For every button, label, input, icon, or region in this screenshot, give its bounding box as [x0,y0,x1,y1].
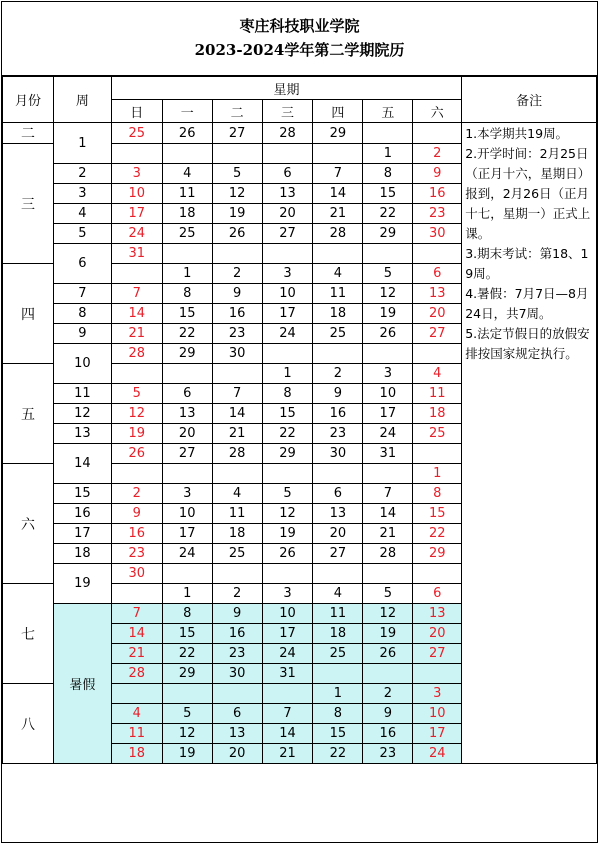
title-block [2,2,597,76]
day-cell [363,464,413,484]
day-cell: 6 [413,264,462,284]
day-cell: 8 [162,604,212,624]
month-cell: 五 [3,364,54,464]
day-cell: 28 [363,544,413,564]
day-cell [262,244,313,264]
day-cell: 13 [413,284,462,304]
day-cell: 22 [162,324,212,344]
day-cell [363,564,413,584]
day-cell: 3 [162,484,212,504]
day-cell: 16 [313,404,363,424]
day-cell: 22 [363,204,413,224]
day-cell: 13 [162,404,212,424]
day-cell [413,244,462,264]
day-cell: 20 [313,524,363,544]
day-cell: 29 [162,344,212,364]
day-cell: 25 [212,544,262,564]
day-cell: 5 [162,704,212,724]
day-cell [162,144,212,164]
day-cell: 11 [111,724,162,744]
day-cell [413,664,462,684]
day-cell: 18 [111,744,162,764]
day-cell [212,364,262,384]
day-cell: 2 [413,144,462,164]
week-header: 周 [53,77,111,123]
day-cell: 30 [212,344,262,364]
day-cell: 3 [262,584,313,604]
day-cell [111,464,162,484]
day-cell: 16 [212,304,262,324]
day-cell: 9 [212,604,262,624]
month-cell: 六 [3,464,54,584]
day-cell: 3 [413,684,462,704]
day-cell: 17 [262,304,313,324]
day-cell: 23 [313,424,363,444]
day-cell [363,244,413,264]
note-line: 4.暑假：7月7日—8月24日，共7周。 [465,286,589,321]
day-cell: 22 [262,424,313,444]
day-cell: 14 [313,184,363,204]
day-cell [262,464,313,484]
day-cell: 30 [313,444,363,464]
day-cell: 12 [212,184,262,204]
day-cell: 13 [262,184,313,204]
day-cell: 12 [363,604,413,624]
weekday-group-header: 星期 [111,77,461,100]
day-cell: 21 [212,424,262,444]
day-cell: 27 [413,644,462,664]
school-name: 枣庄科技职业学院 [239,17,360,35]
day-cell: 22 [162,644,212,664]
day-cell: 12 [363,284,413,304]
note-line: 3.期末考试：第18、19周。 [465,246,589,281]
day-cell: 28 [313,224,363,244]
day-cell: 27 [162,444,212,464]
day-cell: 10 [162,504,212,524]
weekday-label: 四 [313,100,363,123]
day-cell: 6 [413,584,462,604]
day-cell [111,684,162,704]
month-header: 月份 [3,77,54,123]
day-cell: 11 [413,384,462,404]
day-cell: 10 [363,384,413,404]
day-cell: 11 [162,184,212,204]
day-cell: 25 [162,224,212,244]
day-cell: 17 [413,724,462,744]
day-cell: 8 [162,284,212,304]
day-cell: 26 [162,123,212,144]
day-cell: 24 [262,644,313,664]
day-cell: 1 [363,144,413,164]
day-cell: 25 [313,324,363,344]
day-cell [262,344,313,364]
week-number: 18 [53,544,111,564]
month-cell: 八 [3,684,54,764]
day-cell: 1 [262,364,313,384]
week-number: 5 [53,224,111,244]
day-cell: 8 [313,704,363,724]
day-cell [413,564,462,584]
week-number: 7 [53,284,111,304]
day-cell: 30 [212,664,262,684]
day-cell [262,564,313,584]
day-cell: 21 [111,324,162,344]
day-cell: 4 [313,264,363,284]
weekday-label: 六 [413,100,462,123]
day-cell [413,344,462,364]
weekday-label: 三 [262,100,313,123]
day-cell: 2 [313,364,363,384]
day-cell: 22 [313,744,363,764]
day-cell: 11 [313,604,363,624]
day-cell: 19 [162,744,212,764]
day-cell: 21 [111,644,162,664]
day-cell: 29 [363,224,413,244]
day-cell [262,684,313,704]
day-cell: 22 [413,524,462,544]
day-cell [162,464,212,484]
week-number: 13 [53,424,111,444]
day-cell [162,364,212,384]
day-cell: 20 [162,424,212,444]
day-cell: 18 [212,524,262,544]
week-number: 14 [53,444,111,484]
calendar-sheet [1,1,598,843]
day-cell [313,344,363,364]
day-cell: 3 [111,164,162,184]
day-cell: 23 [363,744,413,764]
day-cell [313,664,363,684]
day-cell: 8 [363,164,413,184]
day-cell: 21 [313,204,363,224]
day-cell: 14 [262,724,313,744]
day-cell: 19 [363,304,413,324]
day-cell: 29 [413,544,462,564]
day-cell [413,123,462,144]
day-cell: 30 [413,224,462,244]
day-cell: 15 [162,624,212,644]
day-cell: 24 [363,424,413,444]
day-cell: 5 [363,584,413,604]
day-cell: 18 [162,204,212,224]
weekday-label: 日 [111,100,162,123]
day-cell: 15 [162,304,212,324]
day-cell: 6 [313,484,363,504]
day-cell: 2 [111,484,162,504]
day-cell: 1 [313,684,363,704]
day-cell: 31 [363,444,413,464]
day-cell: 20 [262,204,313,224]
day-cell: 27 [212,123,262,144]
day-cell: 7 [313,164,363,184]
notes-header: 备注 [462,77,597,123]
day-cell: 5 [262,484,313,504]
header-row [3,77,597,100]
day-cell: 26 [212,224,262,244]
day-cell: 7 [111,604,162,624]
day-cell: 13 [212,724,262,744]
day-cell: 24 [111,224,162,244]
day-cell: 17 [262,624,313,644]
day-cell [111,144,162,164]
day-cell: 27 [413,324,462,344]
calendar-row [3,123,597,144]
day-cell: 23 [212,644,262,664]
day-cell: 23 [212,324,262,344]
calendar-title: 2023-2024学年第二学期院历 [194,41,405,59]
day-cell: 5 [111,384,162,404]
day-cell: 12 [262,504,313,524]
month-cell: 三 [3,144,54,264]
day-cell: 2 [212,264,262,284]
day-cell [212,244,262,264]
day-cell: 9 [111,504,162,524]
day-cell: 2 [212,584,262,604]
month-cell: 四 [3,264,54,364]
day-cell: 29 [162,664,212,684]
day-cell: 26 [111,444,162,464]
day-cell: 20 [212,744,262,764]
day-cell: 17 [162,524,212,544]
day-cell: 23 [413,204,462,224]
day-cell: 1 [162,264,212,284]
day-cell: 13 [413,604,462,624]
day-cell: 25 [111,123,162,144]
day-cell: 18 [313,304,363,324]
day-cell: 15 [262,404,313,424]
day-cell: 29 [313,123,363,144]
note-line: 2.开学时间：2月25日（正月十六，星期日）报到，2月26日（正月十七，星期一）正式上课。 [465,146,591,241]
day-cell: 31 [262,664,313,684]
vacation-label: 暑假 [53,604,111,764]
day-cell: 9 [363,704,413,724]
day-cell: 8 [262,384,313,404]
day-cell: 14 [363,504,413,524]
day-cell: 26 [262,544,313,564]
day-cell: 7 [212,384,262,404]
week-number: 19 [53,564,111,604]
day-cell: 13 [313,504,363,524]
notes-cell [462,123,597,764]
day-cell: 23 [111,544,162,564]
day-cell: 4 [313,584,363,604]
week-number: 10 [53,344,111,384]
day-cell: 11 [313,284,363,304]
day-cell: 26 [363,644,413,664]
day-cell: 28 [111,664,162,684]
day-cell: 9 [313,384,363,404]
day-cell: 19 [262,524,313,544]
day-cell: 28 [212,444,262,464]
week-number: 3 [53,184,111,204]
day-cell [212,464,262,484]
day-cell [363,664,413,684]
day-cell: 7 [111,284,162,304]
calendar-table [2,76,597,764]
day-cell [363,344,413,364]
day-cell: 6 [162,384,212,404]
day-cell: 9 [413,164,462,184]
day-cell [162,564,212,584]
day-cell: 31 [111,244,162,264]
day-cell: 12 [162,724,212,744]
note-line: 5.法定节假日的放假安排按国家规定执行。 [465,326,590,361]
day-cell [313,564,363,584]
day-cell [313,244,363,264]
week-number: 11 [53,384,111,404]
day-cell: 14 [111,624,162,644]
day-cell [162,244,212,264]
day-cell: 16 [111,524,162,544]
day-cell [413,444,462,464]
day-cell: 10 [111,184,162,204]
week-number: 9 [53,324,111,344]
weekday-label: 一 [162,100,212,123]
day-cell: 25 [313,644,363,664]
day-cell: 27 [313,544,363,564]
week-number: 2 [53,164,111,184]
week-number: 17 [53,524,111,544]
day-cell: 18 [413,404,462,424]
day-cell: 14 [212,404,262,424]
day-cell: 20 [413,304,462,324]
week-number: 12 [53,404,111,424]
day-cell: 24 [262,324,313,344]
day-cell: 26 [363,324,413,344]
day-cell [313,144,363,164]
week-number: 6 [53,244,111,284]
day-cell: 12 [111,404,162,424]
weekday-label: 二 [212,100,262,123]
day-cell [212,144,262,164]
day-cell: 16 [413,184,462,204]
day-cell: 20 [413,624,462,644]
day-cell: 15 [313,724,363,744]
day-cell [162,684,212,704]
day-cell: 24 [413,744,462,764]
day-cell: 19 [111,424,162,444]
day-cell: 2 [363,684,413,704]
day-cell: 16 [363,724,413,744]
day-cell: 28 [262,123,313,144]
month-cell: 二 [3,123,54,144]
day-cell: 6 [212,704,262,724]
day-cell: 14 [111,304,162,324]
day-cell: 15 [363,184,413,204]
day-cell: 7 [262,704,313,724]
day-cell: 8 [413,484,462,504]
day-cell: 1 [413,464,462,484]
day-cell: 19 [363,624,413,644]
week-number: 1 [53,123,111,164]
day-cell: 4 [111,704,162,724]
day-cell [313,464,363,484]
week-number: 15 [53,484,111,504]
day-cell: 6 [262,164,313,184]
day-cell: 18 [313,624,363,644]
day-cell: 15 [413,504,462,524]
day-cell: 10 [262,284,313,304]
day-cell [111,364,162,384]
day-cell [363,123,413,144]
day-cell: 9 [212,284,262,304]
day-cell [212,684,262,704]
weekday-label: 五 [363,100,413,123]
day-cell: 28 [111,344,162,364]
day-cell [111,264,162,284]
day-cell: 3 [262,264,313,284]
day-cell: 11 [212,504,262,524]
week-number: 16 [53,504,111,524]
day-cell: 4 [413,364,462,384]
day-cell: 19 [212,204,262,224]
note-line: 1.本学期共19周。 [465,126,569,141]
day-cell: 10 [413,704,462,724]
day-cell: 16 [212,624,262,644]
day-cell: 10 [262,604,313,624]
day-cell: 3 [363,364,413,384]
day-cell [262,144,313,164]
week-number: 8 [53,304,111,324]
day-cell: 7 [363,484,413,504]
day-cell [111,584,162,604]
month-cell: 七 [3,584,54,684]
day-cell: 21 [262,744,313,764]
day-cell: 17 [111,204,162,224]
day-cell: 1 [162,584,212,604]
day-cell: 5 [363,264,413,284]
day-cell: 30 [111,564,162,584]
day-cell: 24 [162,544,212,564]
day-cell: 5 [212,164,262,184]
day-cell: 25 [413,424,462,444]
day-cell [212,564,262,584]
day-cell: 29 [262,444,313,464]
day-cell: 4 [212,484,262,504]
day-cell: 21 [363,524,413,544]
week-number: 4 [53,204,111,224]
day-cell: 17 [363,404,413,424]
day-cell: 27 [262,224,313,244]
day-cell: 4 [162,164,212,184]
